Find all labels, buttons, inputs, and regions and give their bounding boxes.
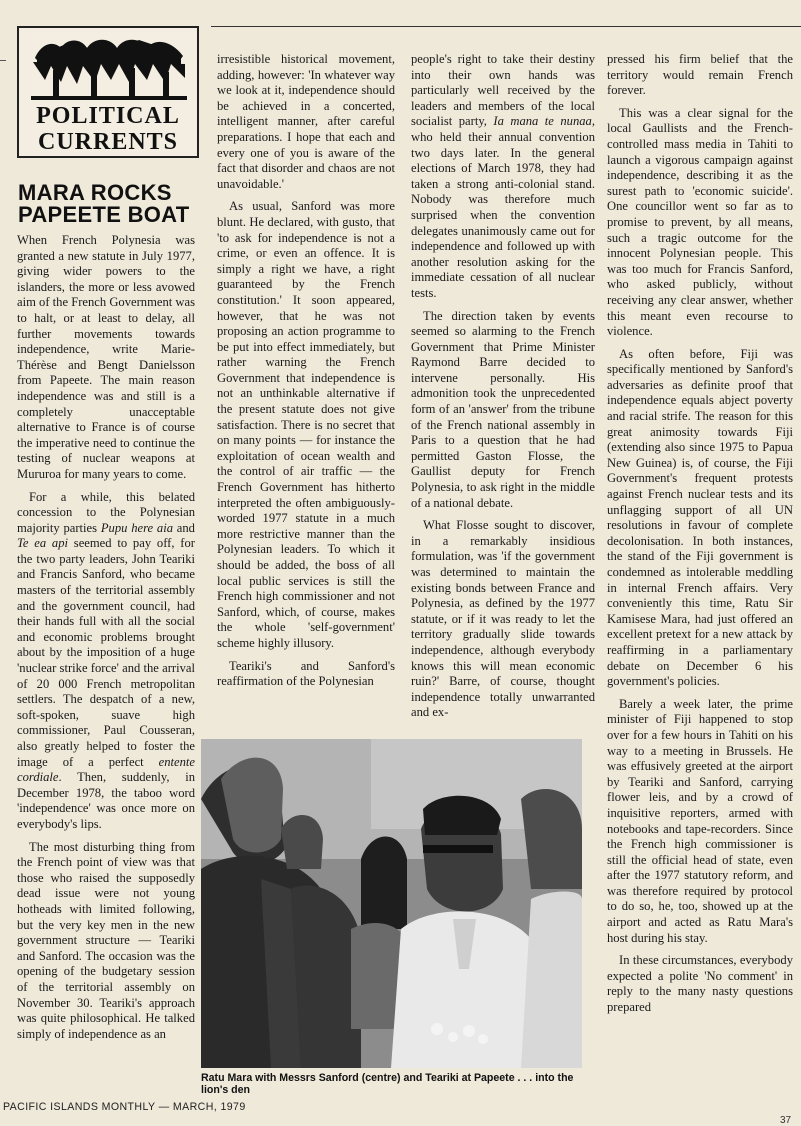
page-number: 37 <box>780 1115 792 1126</box>
photo-caption: Ratu Mara with Messrs Sanford (centre) and Teariki at Papeete . . . into the lion's den <box>201 1072 574 1096</box>
paragraph: Teariki's and Sanford's reaffirmation of the Polynesian <box>217 658 395 689</box>
publication-footer: PACIFIC ISLANDS MONTHLY — MARCH, 1979 <box>3 1101 246 1113</box>
section-logo <box>17 26 199 158</box>
news-photo <box>201 739 582 1068</box>
column-1 <box>17 233 195 1042</box>
photo-image <box>201 739 582 1068</box>
left-margin-rule <box>0 60 6 61</box>
paragraph: For a while, this belated concession to the Polynesian majority parties Pupu here aia and Te ea api seemed to pay off, for the two party leaders, John Teariki and Francis Sanford, who became masters of the territorial assembly and the government council, had their hands full with all the social and economic problems brought about by the imposition of a huge 'nuclear strike force' and the arrival of 20 000 French metropolitan settlers. The despatch of a new, soft-spoken, suave high commissioner, Paul Cousseran, also greatly helped to foster the image of a perfect entente cordiale. Then, suddenly, in December 1978, the taboo word 'independence' was once more on everybody's lips. <box>17 489 195 831</box>
paragraph: As usual, Sanford was more blunt. He declared, with gusto, that 'to ask for independence is not a crime, or even an offence. It is simply a right we have, a right guaranteed by the French constitution.' It soon appeared, however, that he was not proposing an action programme to be put into effect immediately, but rather warning the French Government that independence is not an unthinkable alternative if the present statute does not give satisfaction. There is no secret that on many points — for instance the exploitation of ocean wealth and the control of air traffic — the French Government has hitherto interpreted the often ambiguously-worded 1977 statute in a much more restrictive manner than the Polynesian leaders. To which it should be added, the boss of all local public services is still the French high commissioner and not Sanford, which, of course, makes the whole 'self-government' scheme highly illusory. <box>217 199 395 650</box>
column-3 <box>411 52 595 721</box>
paragraph: people's right to take their destiny into their own hands was particularly well received by the leaders and members of the local socialist party, Ia mana te nunaa, who held their annual convention two days later. In the general elections of March 1978, they had taken a strong anti-colonial stand. Nobody was therefore much surprised when the convention delegates unanimously came out for independence and followed up with another resolution asking for the immediate cessation of all nuclear tests. <box>411 52 595 300</box>
paragraph: As often before, Fiji was specifically mentioned by Sanford's adversaries as definite proof that independence equals abject poverty and racial strife. The reason for this great animosity towards Fiji (extending also since 1975 to Papua New Guinea) is, of course, the Fiji Government's frequent protests against French nuclear tests and its unflagging support of all UN resolutions in favour of complete decolonisation. In both instances, the stand of the Fiji government is condemned as intolerable meddling in internal French affairs. Very conveniently this time, Ratu Sir Kamisese Mara, had just offered an excellent pretext for a new attack by reaffirming in a parliamentary debate on December 6 his government's policies. <box>607 346 793 689</box>
article-headline <box>18 182 203 226</box>
column-2 <box>217 52 395 690</box>
headline-line1: MARA ROCKS <box>18 180 172 205</box>
logo-title-line1: POLITICAL <box>36 103 180 129</box>
column-4 <box>607 52 793 1016</box>
paragraph: The most disturbing thing from the French point of view was that those who raised the supposedly dead issue were not young hotheads with limited following, but the very key men in the new government structure — Teariki and Sanford. The occasion was the opening of the budgetary session of the territorial assembly on November 30. Teariki's approach was quite philosophical. He talked simply of independence as an <box>17 839 195 1041</box>
paragraph: The direction taken by events seemed so alarming to the French Government that Prime Minister Raymond Barre decided to intervene personally. His admonition took the unprecedented form of an 'answer' from the tribune of the French national assembly in Paris to a question that he had permitted Gaston Flosse, the Gaullist deputy for French Polynesia, to ask right in the middle of a national debate. <box>411 308 595 510</box>
paragraph: irresistible historical movement, adding, however: 'In whatever way we look at it, independence should be achieved in a concerted, intelligent manner, after careful preparations. I hope that each and every one of you is aware of the fact that disorder and chaos are not unavoidable.' <box>217 52 395 191</box>
logo-title-line2: CURRENTS <box>37 129 179 155</box>
paragraph: pressed his firm belief that the territory would remain French forever. <box>607 52 793 98</box>
paragraph: When French Polynesia was granted a new statute in July 1977, giving wider powers to the islanders, the more or less avowed aim of the French Government was to halt, or at least to delay, all further movements towards independence, write Marie-Thérèse and Bengt Danielsson from Papeete. The main reason independence was and still is a completely unacceptable alternative to France is of course the imperative need to continue the testing of nuclear weapons at Mururoa for many years to come. <box>17 233 196 481</box>
paragraph: What Flosse sought to discover, in a remarkably insidious formulation, was 'if the government was determined to maintain the existing bonds between France and Polynesia, as defined by the 1977 statute, or if it was ready to let the territory gradually slide towards independence, although everybody knows this will mean economic ruin?' Barre, of course, thought independence totally unwarranted and ex- <box>411 518 595 720</box>
palm-trees-icon <box>31 34 187 100</box>
paragraph: In these circumstances, everybody expected a polite 'No comment' in reply to the many nasty questions prepared <box>607 953 793 1015</box>
headline-line2: PAPEETE BOAT <box>18 202 190 227</box>
paragraph: This was a clear signal for the local Gaullists and the French-controlled mass media in Tahiti to launch a vigorous campaign against independence, describing it as the surest path to 'economic suicide'. One councillor went so far as to promise to prevent, by all means, such a tragic outcome for the innocent Polynesian people. This was too much for Francis Sanford, who asked publicly, without receiving any clear answer, whether this meant even recourse to violence. <box>607 105 793 339</box>
paragraph: Barely a week later, the prime minister of Fiji happened to stop over for a few hours in Tahiti on his way to a meeting in Brussels. He was effusively greeted at the airport by Teariki and Sanford, carrying flower leis, and by a crowd of inquisitive reporters, armed with notebooks and tape-recorders. Since the French high commissioner is still the official head of state, even after the 1977 statutory reform, and was therefore required by protocol to do so, he, too, showed up at the airport and acted as Ratu Mara's host during his stay. <box>607 696 793 945</box>
top-rule <box>211 26 801 27</box>
